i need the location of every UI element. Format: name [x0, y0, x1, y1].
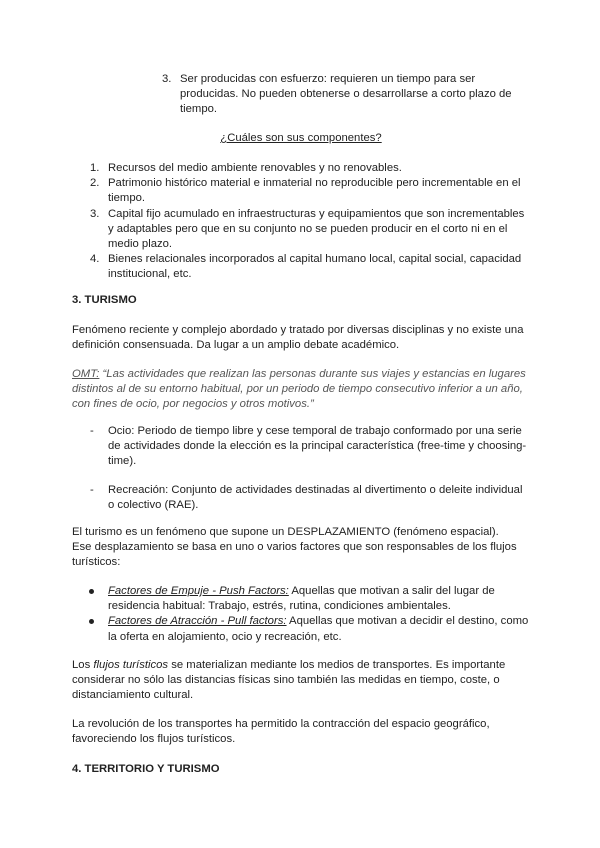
dash-marker: -	[90, 484, 94, 496]
list-item	[90, 161, 530, 176]
ocio-item	[72, 424, 530, 470]
continued-list-item	[162, 72, 522, 118]
list-item	[72, 614, 530, 644]
list-item	[72, 584, 530, 614]
flujos-post: se materializan mediante los medios de transportes. Es importante considerar no sólo las distancias físicas sino también las medidas en tiempo, coste, o distanciamiento cultural.	[72, 659, 506, 702]
omt-label: OMT:	[72, 368, 100, 380]
pull-factors-label: Factores de Atracción - Pull factors:	[108, 615, 287, 628]
push-factors-text: Aquellas que motivan a salir del lugar de residencia habitual: Trabajo, estrés, rutina, condiciones ambientales.	[108, 585, 495, 613]
flujos-term: flujos turísticos	[93, 659, 169, 671]
list-item	[90, 207, 530, 253]
list-item	[72, 424, 530, 470]
dash-marker: -	[90, 425, 94, 437]
list-item-text: Recursos del medio ambiente renovables y no renovables.	[108, 162, 402, 174]
list-number: 3.	[162, 73, 172, 85]
revolucion-paragraph: La revolución de los transportes ha permitido la contracción del espacio geográfico, favoreciendo los flujos turísticos.	[72, 718, 490, 746]
omt-definition	[72, 367, 530, 413]
omt-quote: “Las actividades que realizan las personas durante sus viajes y estancias en lugares distintos al de su entorno habitual, por un periodo de tiempo consecutivo inferior a un año, con fines de ocio, por negocios y otros motivos.”	[72, 368, 526, 411]
recreacion-text: Recreación: Conjunto de actividades destinadas al divertimento o deleite individual o colectivo (RAE).	[108, 484, 523, 512]
bullet-icon	[89, 589, 94, 594]
list-item	[90, 176, 530, 206]
list-number: 1.	[90, 162, 100, 174]
factors-list	[72, 584, 530, 645]
flujos-pre: Los	[72, 659, 94, 671]
recreacion-item	[72, 483, 530, 513]
list-item	[90, 252, 530, 282]
components-list	[90, 161, 530, 283]
desplazamiento-line-1: El turismo es un fenómeno que supone un DESPLAZAMIENTO (fenómeno espacial).	[72, 526, 499, 538]
list-item-text: Bienes relacionales incorporados al capital humano local, capital social, capacidad institucional, etc.	[108, 253, 522, 281]
turismo-intro: Fenómeno reciente y complejo abordado y tratado por diversas disciplinas y no existe una definición consensuada. Da lugar a un amplio debate académico.	[72, 324, 524, 352]
desplazamiento-line-2: Ese desplazamiento se basa en uno o varios factores que son responsables de los flujos turísticos:	[72, 541, 517, 569]
list-item-text: Patrimonio histórico material e inmaterial no reproducible pero incrementable en el tiempo.	[108, 177, 521, 205]
section-3-title: 3. TURISMO	[72, 294, 137, 306]
list-item-text: Ser producidas con esfuerzo: requieren un tiempo para ser producidas. No pueden obtenerse o desarrollarse a corto plazo de tiempo.	[180, 73, 512, 116]
ocio-text: Ocio: Periodo de tiempo libre y cese temporal de trabajo conformado por una serie de actividades donde la elección es la principal característica (free-time y choosing-time).	[108, 425, 527, 468]
list-number: 2.	[90, 177, 100, 190]
list-number: 4.	[90, 253, 100, 266]
push-factors-label: Factores de Empuje - Push Factors:	[108, 585, 289, 597]
list-item	[72, 483, 530, 513]
pull-factors-text: Aquellas que motivan a decidir el destino, como la oferta en alojamiento, ocio y recreación, etc.	[108, 615, 529, 643]
list-number: 3.	[90, 207, 100, 220]
section-4-title: 4. TERRITORIO Y TURISMO	[72, 763, 220, 775]
bullet-icon	[89, 619, 94, 624]
flujos-paragraph	[72, 658, 530, 704]
list-item-text: Capital fijo acumulado en infraestructuras y equipamientos que son incrementables y adaptables pero que en su conjunto no se pueden producir en el corto ni en el medio plazo.	[108, 207, 525, 251]
components-heading: ¿Cuáles son sus componentes?	[220, 132, 382, 144]
